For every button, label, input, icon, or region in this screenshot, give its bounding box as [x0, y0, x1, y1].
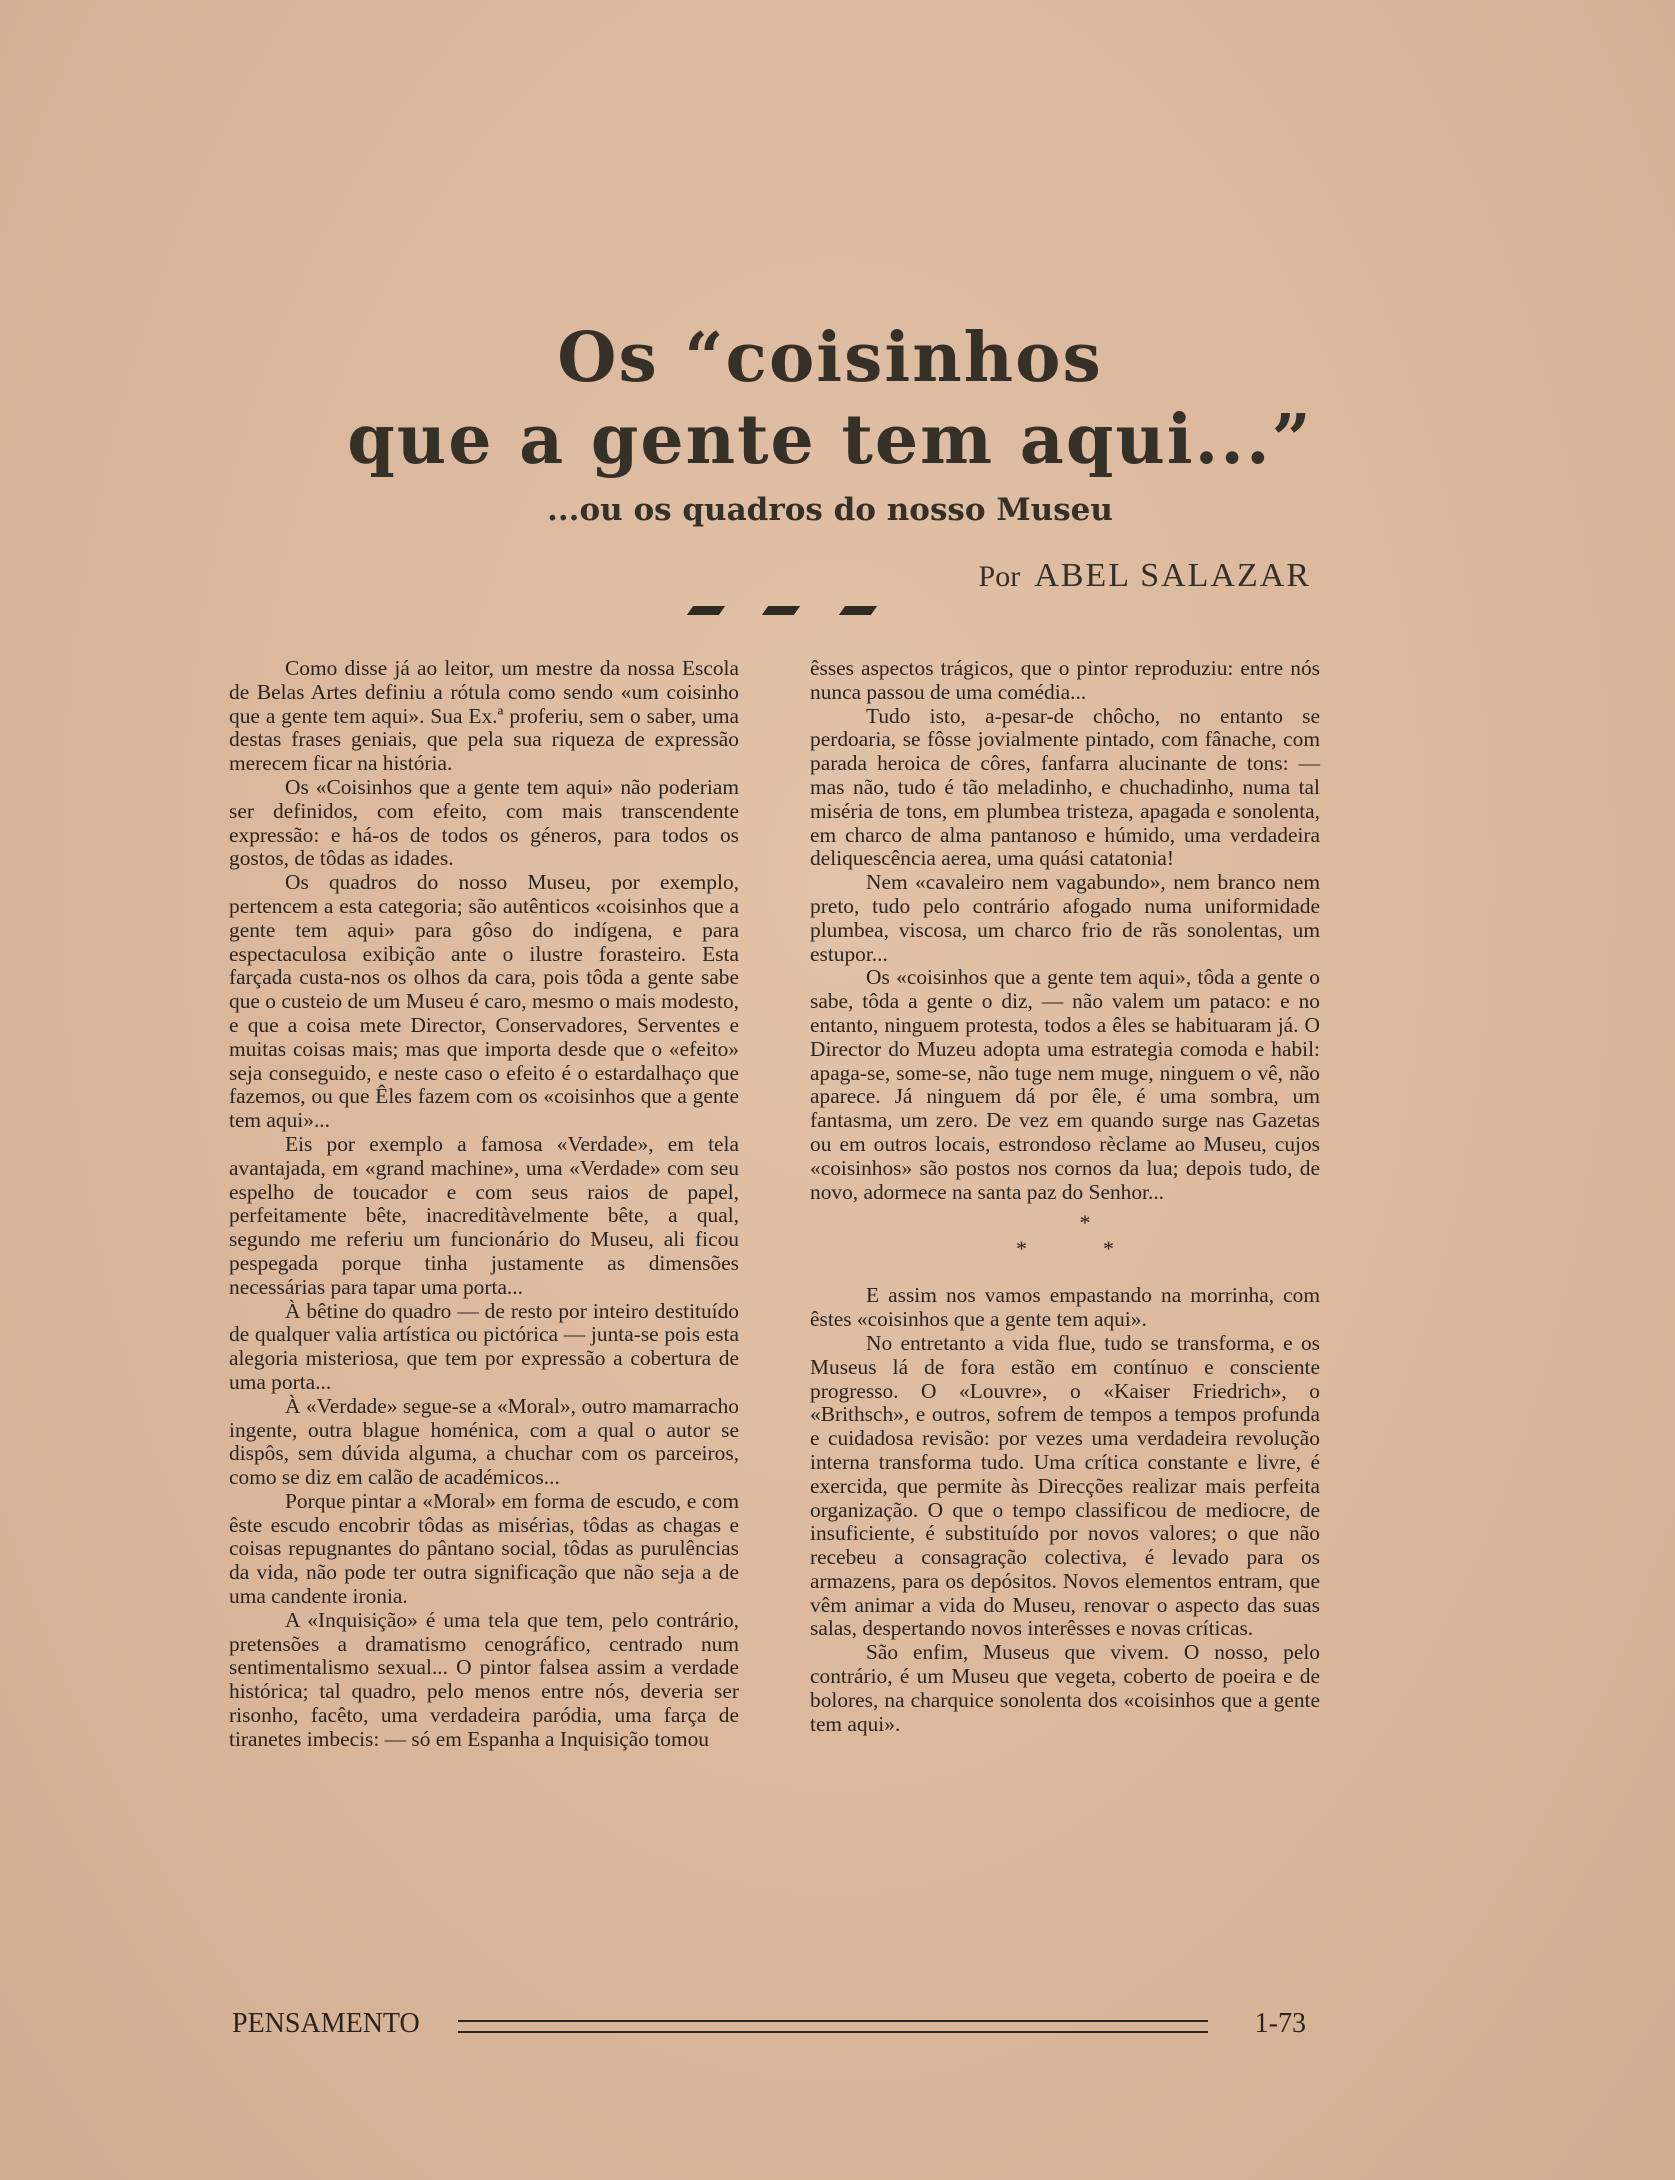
- paragraph: À bêtine do quadro — de resto por inteiro destituído de qualquer valia artística ou pictórica — junta-se pois esta alegoria misteriosa, que tem por expressão a cobertura de uma porta...: [229, 1298, 739, 1394]
- paragraph: No entretanto a vida flue, tudo se transforma, e os Museus lá de fora estão em contínuo e consciente progresso. O «Louvre», o «Kaiser Friedrich», o «Brithsch», e outros, sofrem de tempos a tempos profunda e cuidadosa revisão: por vezes uma verdadeira revolução interna transforma tudo. Uma crítica constante e livre, é exercida, que permite às Direcções realizar mais perfeita organização. O que o tempo classificou de mediocre, de insuficiente, é substituído por novos valores; o que não recebeu a consagração colectiva, é levado para os armazens, para os depósitos. Novos elementos entram, que vêm animar a vida do Museu, renovar o aspecto das suas salas, despertando novos interêsses e novas críticas.: [810, 1330, 1320, 1641]
- article-subtitle: ...ou os quadros do nosso Museu: [547, 492, 1113, 528]
- section-star: *: [1103, 1236, 1114, 1262]
- section-star: *: [1016, 1236, 1027, 1262]
- page-footer: [232, 2008, 1306, 2044]
- article-title-line-1: Os “coisinhos: [557, 318, 1103, 398]
- paragraph: Nem «cavaleiro nem vagabundo», nem branco nem preto, tudo pelo contrário afogado numa uniformidade plumbea, viscosa, um charco frio de rãs sonolentas, um estupor...: [810, 870, 1320, 966]
- section-break: [810, 1210, 1320, 1262]
- left-column: [229, 657, 739, 1752]
- paragraph: Como disse já ao leitor, um mestre da nossa Escola de Belas Artes definiu a rótula como sendo «um coisinho que a gente tem aqui». Sua Ex.ª proferiu, sem o saber, uma destas frases geniais, que pela sua riqueza de expressão merecem ficar na história.: [229, 656, 739, 776]
- paragraph: Os «coisinhos que a gente tem aqui», tôda a gente o sabe, tôda a gente o diz, — não valem um pataco: e no entanto, ninguem protesta, todos a êles se habituaram já. O Director do Muzeu adopta uma estrategia comoda e habil: apaga-se, some-se, não tuge nem muge, ninguem o vê, não aparece. Já ninguem dá por êle, é uma sombra, um fantasma, um zero. De vez em quando surge nas Gazetas ou em outros locais, estrondoso rèclame ao Museu, cujos «coisinhos» são postos nos cornos da lua; depois tudo, de novo, adormece na santa paz do Senhor...: [810, 965, 1320, 1204]
- author-name: ABEL SALAZAR: [1034, 557, 1311, 594]
- right-column: [810, 657, 1320, 1736]
- paragraph: São enfim, Museus que vivem. O nosso, pelo contrário, é um Museu que vegeta, coberto de poeira e de bolores, na charquice sonolenta dos «coisinhos que a gente tem aqui».: [810, 1640, 1320, 1736]
- paragraph: Porque pintar a «Moral» em forma de escudo, e com êste escudo encobrir tôdas as misérias, tôdas as chagas e coisas repugnantes do pântano social, tôdas as purulências da vida, não pode ter outra significação que não seja a de uma candente ironia.: [229, 1488, 739, 1609]
- paragraph: À «Verdade» segue-se a «Moral», outro mamarracho ingente, outra blague homénica, com a qual o autor se dispôs, sem dúvida alguma, a chuchar com os parceiros, como se diz em calão de académicos...: [229, 1393, 739, 1490]
- section-star: *: [1079, 1210, 1091, 1236]
- paragraph: A «Inquisição» é uma tela que tem, pelo contrário, pretensões a dramatismo cenográfico, centrado num sentimentalismo sexual... O pintor falsea assim a verdade histórica; tal quadro, pelo menos entre nós, deveria ser risonho, facêto, uma verdadeira paródia, uma farça de tiranetes imbecis: — só em Espanha a Inquisição tomou: [229, 1607, 739, 1751]
- ornament-dash: [762, 606, 800, 615]
- paragraph: Os quadros do nosso Museu, por exemplo, pertencem a esta categoria; são autênticos «coisinhos que a gente tem aqui» para gôso do indígena, e para espectaculosa exibição ante o ilustre forasteiro. Esta farçada custa-nos os olhos da cara, pois tôda a gente sabe que o custeio de um Museu é caro, mesmo o mais modesto, e que a coisa mete Director, Conservadores, Serventes e muitas coisas mais; mas que importa desde que o «efeito» seja conseguido, e neste caso o efeito é o estardalhaço que fazemos, ou que Êles fazem com os «coisinhos que a gente tem aqui»...: [229, 870, 739, 1133]
- ornament-dash: [839, 606, 877, 615]
- paragraph: Os «Coisinhos que a gente tem aqui» não poderiam ser definidos, com efeito, com mais transcendente expressão: e há-os de todos os géneros, para todos os gostos, de tôdas as idades.: [229, 774, 739, 871]
- footer-rule: [458, 2020, 1208, 2033]
- byline-prefix: Por: [978, 560, 1021, 593]
- byline: [979, 557, 1311, 595]
- paragraph: Eis por exemplo a famosa «Verdade», em tela avantajada, em «grand machine», uma «Verdade» com seu espelho de toucador e com seus raios de papel, perfeitamente bête, inacreditàvelmente bête, a qual, segundo me referiu um funcionário do Museu, ali ficou pespegada porque tinha justamente as dimensões necessárias para tapar uma porta...: [229, 1131, 739, 1299]
- article-title-line-2: que a gente tem aqui...”: [347, 400, 1313, 480]
- paragraph: E assim nos vamos empastando na morrinha, com êstes «coisinhos que a gente tem aqui».: [810, 1283, 1320, 1332]
- publication-name: PENSAMENTO: [232, 2008, 420, 2039]
- paragraph: êsses aspectos trágicos, que o pintor reproduziu: entre nós nunca passou de uma comédia...: [810, 656, 1320, 704]
- ornament-dash: [687, 606, 725, 615]
- title-ornament: [682, 606, 882, 620]
- paragraph: Tudo isto, a-pesar-de chôcho, no entanto se perdoaria, se fôsse jovialmente pintado, com fânache, com parada heroica de côres, fanfarra alucinante de tons: — mas não, tudo é tão meladinho, e chuchadinho, numa tal miséria de tons, em plumbea tristeza, apagada e sonolenta, em charco de alma pantanoso e húmido, uma verdadeira deliquescência aerea, uma quási catatonia!: [810, 703, 1320, 871]
- page-number: 1-73: [1254, 2008, 1306, 2039]
